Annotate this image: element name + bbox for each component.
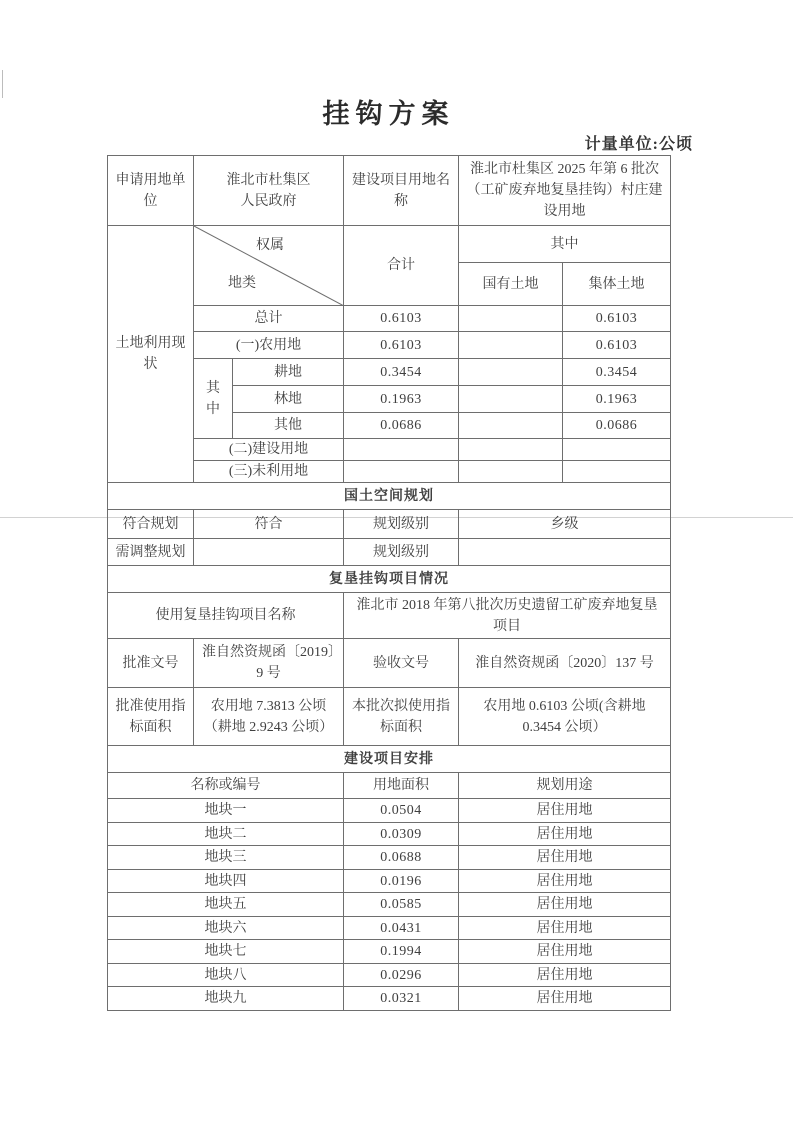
land-row-state-cell <box>459 359 563 386</box>
plot-name-cell: 地块八 <box>108 964 344 987</box>
construction-section-header: 建设项目安排 <box>108 746 671 773</box>
plot-name-cell: 地块四 <box>108 870 344 893</box>
land-row-collective-cell: 0.6103 <box>563 306 671 332</box>
plot-area-cell: 0.0296 <box>344 964 459 987</box>
table-row <box>108 483 671 510</box>
conform-value-cell: 符合 <box>194 510 344 539</box>
plan-level-value-cell: 乡级 <box>459 510 671 539</box>
applicant-label-cell: 申请用地单位 <box>108 156 194 226</box>
land-row-collective-cell: 0.3454 <box>563 359 671 386</box>
land-row-label-cell: (二)建设用地 <box>194 439 344 461</box>
plot-name-cell: 地块二 <box>108 823 344 846</box>
land-row-label-cell: 林地 <box>233 386 344 413</box>
diagonal-bottom-label: 地类 <box>228 276 256 291</box>
plot-area-cell: 0.1994 <box>344 940 459 964</box>
plot-name-cell: 地块三 <box>108 846 344 870</box>
land-row-total-cell <box>344 439 459 461</box>
plot-name-cell: 地块六 <box>108 917 344 940</box>
total-column-header-cell: 合计 <box>344 226 459 306</box>
approval-doc-value-cell: 淮自然资规函〔2019〕9 号 <box>194 639 344 688</box>
plot-area-column-header: 用地面积 <box>344 773 459 799</box>
plot-name-cell: 地块五 <box>108 893 344 917</box>
hook-plan-table <box>107 155 671 1011</box>
land-row-total-cell: 0.0686 <box>344 413 459 439</box>
table-row <box>108 510 671 539</box>
land-row-state-cell <box>459 332 563 359</box>
approved-area-value-cell: 农用地 7.3813 公顷（耕地 2.9243 公顷） <box>194 688 344 746</box>
table-row <box>108 940 671 964</box>
adjust-value-cell <box>194 539 344 566</box>
plot-use-cell: 居住用地 <box>459 799 671 823</box>
table-row <box>108 226 671 263</box>
conform-label-cell: 符合规划 <box>108 510 194 539</box>
diagonal-top-label: 权属 <box>256 238 284 253</box>
plot-use-cell: 居住用地 <box>459 964 671 987</box>
table-row <box>108 566 671 593</box>
reclamation-project-label-cell: 使用复垦挂钩项目名称 <box>108 593 344 639</box>
plot-use-column-header: 规划用途 <box>459 773 671 799</box>
plot-name-cell: 地块一 <box>108 799 344 823</box>
reclamation-section-header: 复垦挂钩项目情况 <box>108 566 671 593</box>
plan-level2-value-cell <box>459 539 671 566</box>
table-row <box>108 539 671 566</box>
land-row-label-cell: (一)农用地 <box>194 332 344 359</box>
land-row-state-cell <box>459 413 563 439</box>
land-row-label-cell: 耕地 <box>233 359 344 386</box>
table-row <box>108 987 671 1011</box>
plot-area-cell: 0.0431 <box>344 917 459 940</box>
plot-area-cell: 0.0504 <box>344 799 459 823</box>
among-group-label-cell: 其中 <box>194 359 233 439</box>
land-row-total-cell: 0.1963 <box>344 386 459 413</box>
table-row <box>108 773 671 799</box>
table-row <box>108 846 671 870</box>
plan-level2-label-cell: 规划级别 <box>344 539 459 566</box>
measurement-unit-note: 计量单位:公顷 <box>584 136 693 153</box>
acceptance-doc-label-cell: 验收文号 <box>344 639 459 688</box>
plot-use-cell: 居住用地 <box>459 870 671 893</box>
table-row <box>108 593 671 639</box>
land-row-collective-cell: 0.1963 <box>563 386 671 413</box>
plot-use-cell: 居住用地 <box>459 987 671 1011</box>
land-row-state-cell <box>459 439 563 461</box>
land-row-total-cell: 0.3454 <box>344 359 459 386</box>
plot-use-cell: 居住用地 <box>459 823 671 846</box>
plot-use-cell: 居住用地 <box>459 940 671 964</box>
batch-area-value-cell: 农用地 0.6103 公顷(含耕地 0.3454 公顷） <box>459 688 671 746</box>
plot-name-column-header: 名称或编号 <box>108 773 344 799</box>
plot-area-cell: 0.0585 <box>344 893 459 917</box>
adjust-label-cell: 需调整规划 <box>108 539 194 566</box>
plot-use-cell: 居住用地 <box>459 893 671 917</box>
among-column-header-cell: 其中 <box>459 226 671 263</box>
table-row <box>108 746 671 773</box>
table-row <box>108 917 671 940</box>
table-row <box>108 156 671 226</box>
land-row-label-cell: 其他 <box>233 413 344 439</box>
project-name-value-cell: 淮北市杜集区 2025 年第 6 批次（工矿废弃地复垦挂钩）村庄建设用地 <box>459 156 671 226</box>
acceptance-doc-value-cell: 淮自然资规函〔2020〕137 号 <box>459 639 671 688</box>
state-land-header-cell: 国有土地 <box>459 263 563 306</box>
land-row-state-cell <box>459 306 563 332</box>
land-row-collective-cell: 0.0686 <box>563 413 671 439</box>
land-row-state-cell <box>459 386 563 413</box>
land-row-collective-cell <box>563 461 671 483</box>
batch-area-label-cell: 本批次拟使用指标面积 <box>344 688 459 746</box>
diagonal-header-cell <box>194 226 344 306</box>
collective-land-header-cell: 集体土地 <box>563 263 671 306</box>
land-row-label-cell: (三)未利用地 <box>194 461 344 483</box>
plot-use-cell: 居住用地 <box>459 846 671 870</box>
table-row <box>108 639 671 688</box>
approval-doc-label-cell: 批准文号 <box>108 639 194 688</box>
page-title: 挂钩方案 <box>322 99 455 129</box>
project-name-label-cell: 建设项目用地名称 <box>344 156 459 226</box>
scan-artifact-vertical-line <box>2 70 3 98</box>
land-use-section-label-cell: 土地利用现状 <box>108 226 194 483</box>
plot-area-cell: 0.0196 <box>344 870 459 893</box>
land-row-state-cell <box>459 461 563 483</box>
land-row-total-cell <box>344 461 459 483</box>
plot-name-cell: 地块七 <box>108 940 344 964</box>
plot-area-cell: 0.0309 <box>344 823 459 846</box>
land-row-total-cell: 0.6103 <box>344 306 459 332</box>
land-row-label-cell: 总计 <box>194 306 344 332</box>
plot-use-cell: 居住用地 <box>459 917 671 940</box>
land-row-collective-cell <box>563 439 671 461</box>
land-row-collective-cell: 0.6103 <box>563 332 671 359</box>
table-row <box>108 893 671 917</box>
table-row <box>108 964 671 987</box>
plot-area-cell: 0.0321 <box>344 987 459 1011</box>
reclamation-project-value-cell: 淮北市 2018 年第八批次历史遗留工矿废弃地复垦项目 <box>344 593 671 639</box>
table-row <box>108 688 671 746</box>
table-row <box>108 799 671 823</box>
table-row <box>108 823 671 846</box>
approved-area-label-cell: 批准使用指标面积 <box>108 688 194 746</box>
table-row <box>108 870 671 893</box>
spatial-planning-section-header: 国土空间规划 <box>108 483 671 510</box>
land-row-total-cell: 0.6103 <box>344 332 459 359</box>
plot-name-cell: 地块九 <box>108 987 344 1011</box>
plan-level-label-cell: 规划级别 <box>344 510 459 539</box>
applicant-value-cell: 淮北市杜集区人民政府 <box>194 156 344 226</box>
plot-area-cell: 0.0688 <box>344 846 459 870</box>
